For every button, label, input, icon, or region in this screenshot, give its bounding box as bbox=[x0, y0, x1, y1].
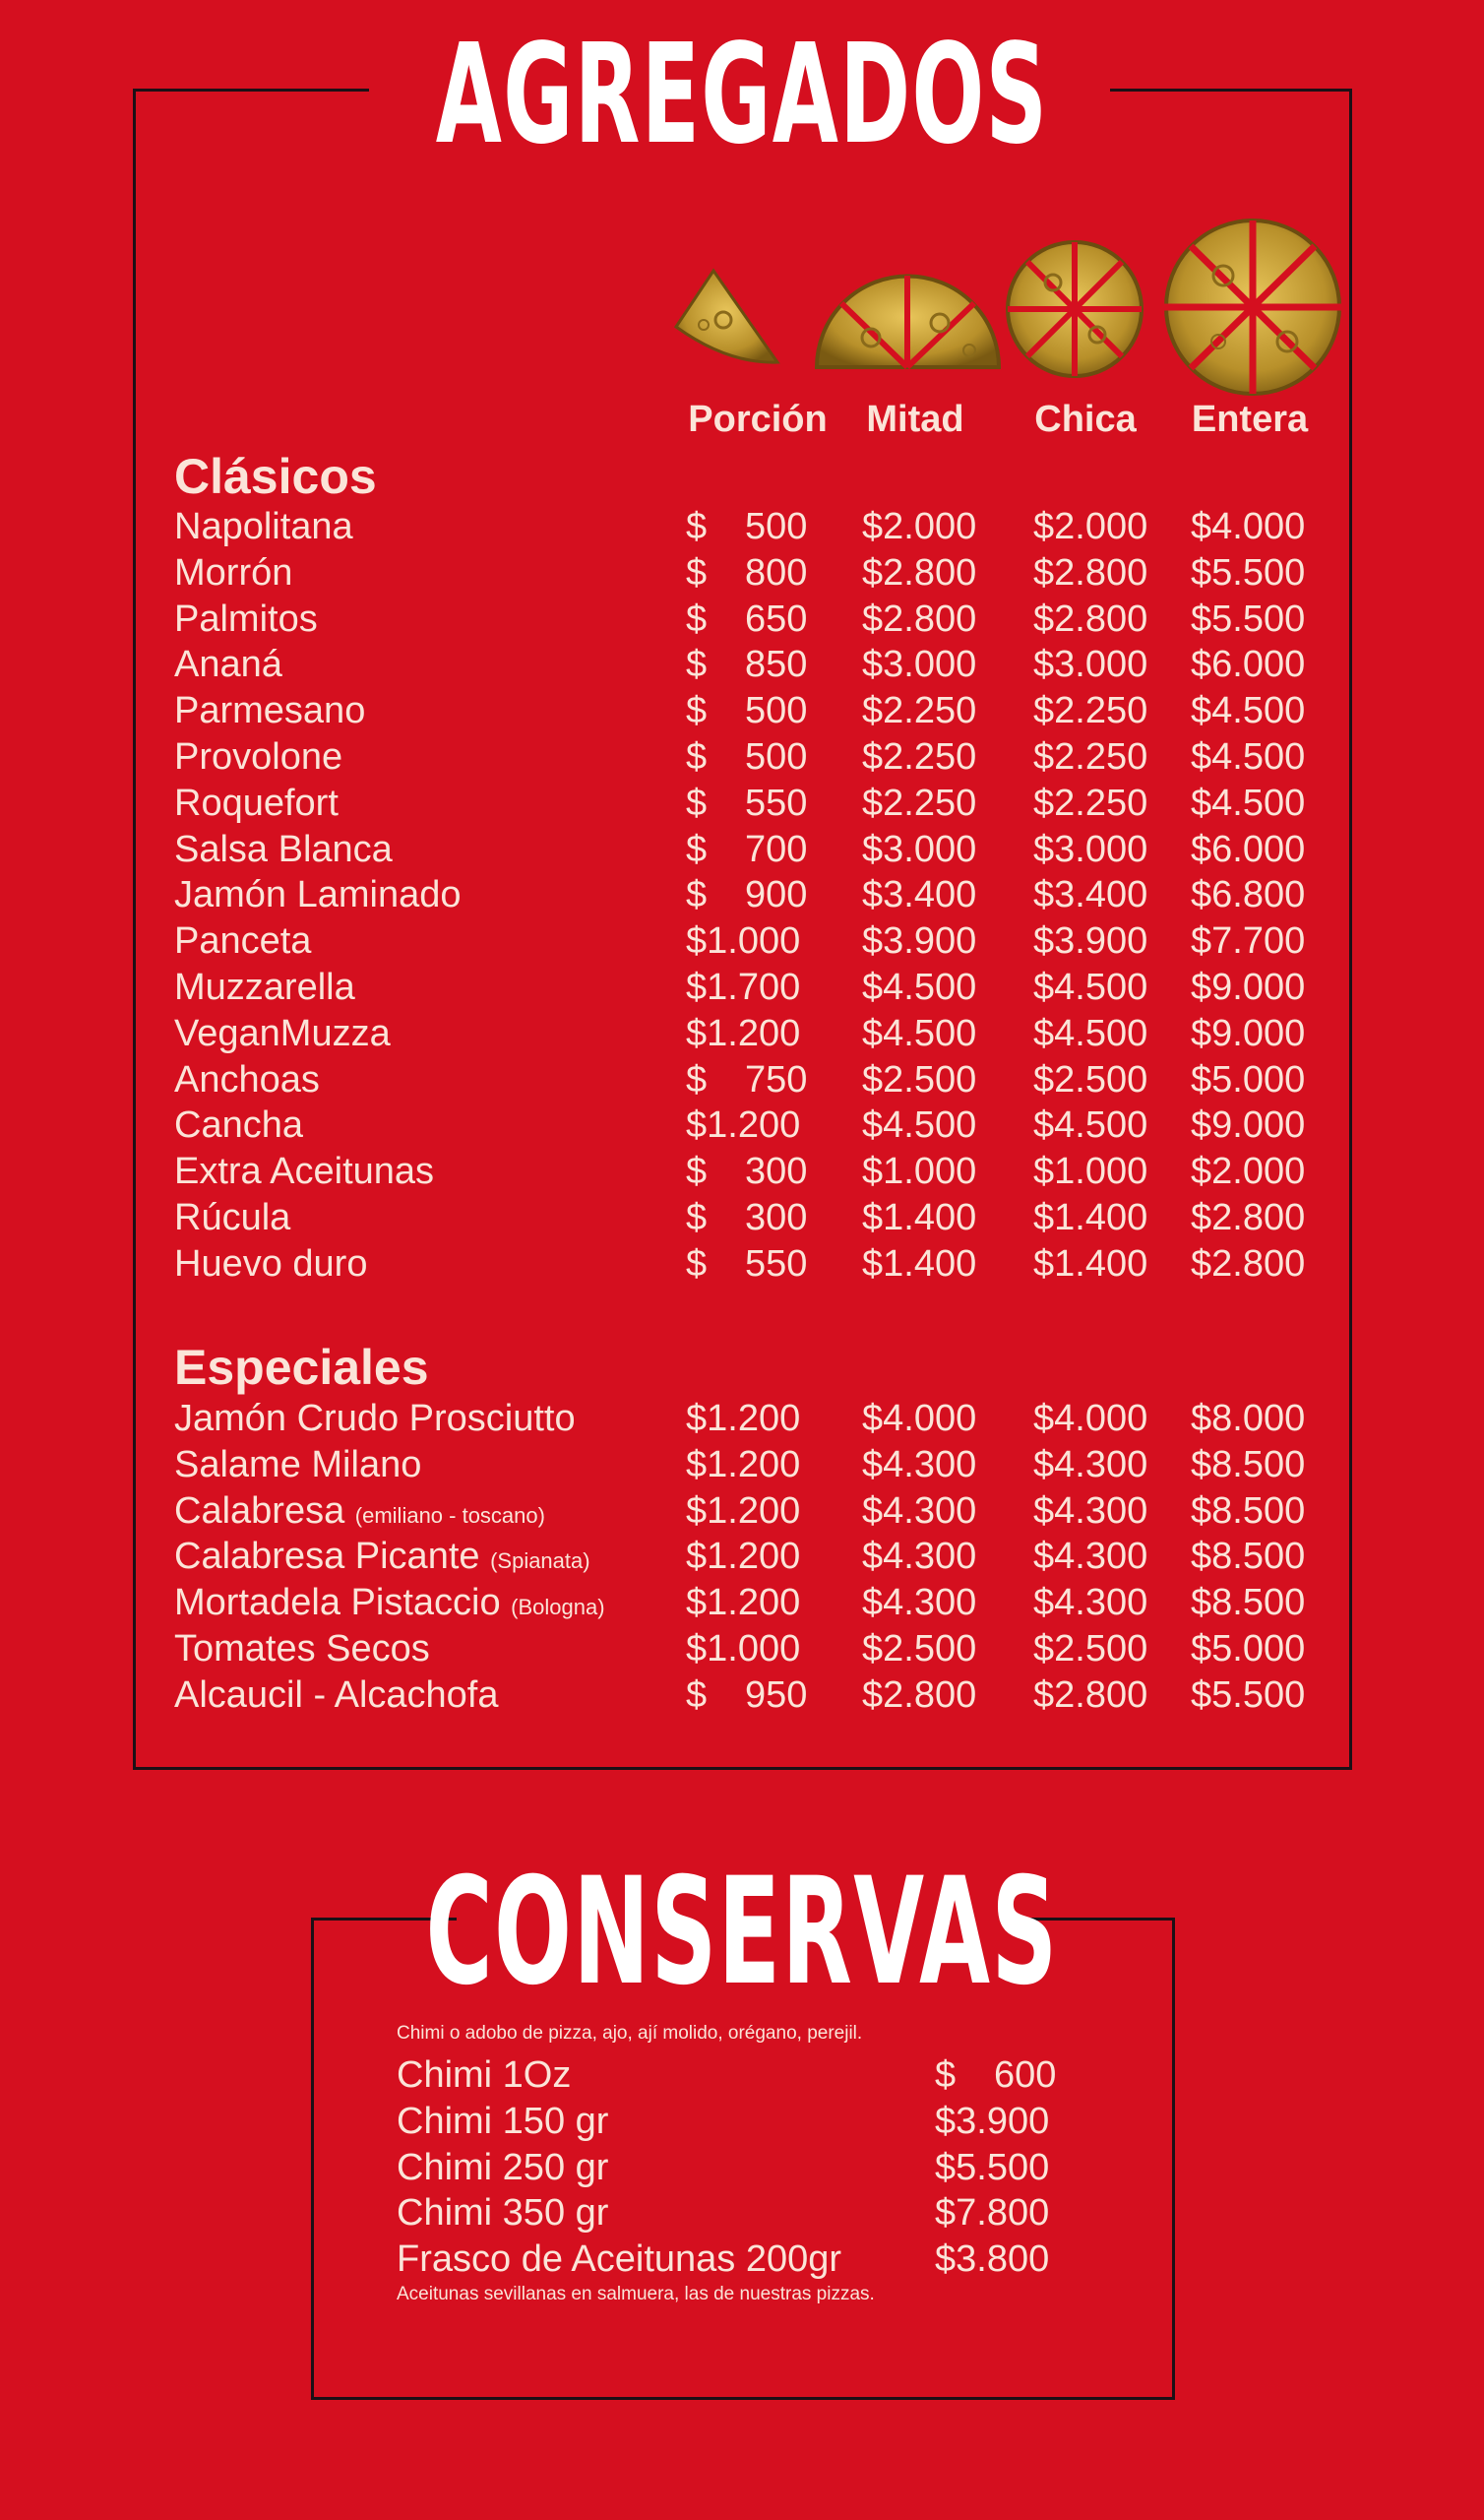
price-cell bbox=[686, 550, 806, 596]
item-note: (emiliano - toscano) bbox=[354, 1502, 545, 1528]
price-cell: $1.400 bbox=[1033, 1197, 1148, 1238]
price-amount: 900 bbox=[745, 874, 808, 916]
conservas-item-name: Frasco de Aceitunas 200gr bbox=[397, 2238, 842, 2281]
currency-symbol: $ bbox=[935, 2054, 957, 2096]
price-cell: $1.400 bbox=[1033, 1242, 1148, 1285]
price-cell: $4.300 bbox=[862, 1489, 977, 1532]
item-name bbox=[174, 827, 393, 872]
price-cell: $4.500 bbox=[862, 1012, 977, 1054]
price-cell: $4.500 bbox=[1033, 967, 1148, 1008]
item-name-text: Muzzarella bbox=[174, 967, 355, 1008]
item-note: (Spianata) bbox=[490, 1548, 590, 1574]
price-cell: $2.250 bbox=[862, 690, 977, 732]
price-cell: $3.900 bbox=[1033, 920, 1148, 963]
price-cell: $4.500 bbox=[862, 1104, 977, 1147]
price-cell: $3.000 bbox=[1033, 828, 1148, 870]
pizza-portion-icon bbox=[674, 266, 782, 369]
price-cell: $8.500 bbox=[1191, 1582, 1306, 1624]
price-cell: $4.500 bbox=[1191, 782, 1306, 824]
price-cell: $2.250 bbox=[1033, 782, 1148, 824]
menu-row bbox=[0, 1626, 1484, 1671]
price-cell: $3.400 bbox=[862, 874, 977, 916]
price-cell: $4.300 bbox=[1033, 1443, 1148, 1485]
price-cell: $4.500 bbox=[1191, 690, 1306, 732]
price-cell bbox=[686, 597, 806, 642]
currency-symbol: $ bbox=[686, 1197, 708, 1238]
section-title-especiales: Especiales bbox=[174, 1340, 429, 1395]
price-cell: $5.500 bbox=[1191, 551, 1306, 594]
item-name-text: Palmitos bbox=[174, 598, 318, 640]
price-amount: 500 bbox=[745, 690, 808, 732]
price-cell: $2.800 bbox=[1033, 598, 1148, 640]
conservas-title: CONSERVAS bbox=[425, 1847, 1059, 2018]
price-cell bbox=[686, 1149, 806, 1194]
price-cell: $2.800 bbox=[1191, 1197, 1306, 1238]
menu-row bbox=[0, 504, 1484, 549]
price-cell bbox=[686, 734, 806, 780]
price-cell: $6.000 bbox=[1191, 828, 1306, 870]
item-name bbox=[174, 1102, 303, 1148]
item-name bbox=[174, 597, 318, 642]
currency-symbol: $ bbox=[686, 1151, 708, 1193]
menu-row bbox=[0, 1195, 1484, 1240]
column-porcion: Porción bbox=[688, 399, 828, 440]
price-cell bbox=[686, 688, 806, 733]
price-cell: $4.300 bbox=[862, 1582, 977, 1624]
conservas-row bbox=[0, 2190, 1484, 2236]
agregados-frame-top-left bbox=[133, 89, 369, 92]
item-note: (Bologna) bbox=[511, 1595, 605, 1620]
item-name-text: Jamón Crudo Prosciutto bbox=[174, 1398, 576, 1439]
currency-symbol: $ bbox=[686, 828, 708, 870]
price-cell bbox=[686, 1057, 806, 1102]
menu-row bbox=[0, 872, 1484, 917]
price-cell: $1.000 bbox=[686, 1628, 801, 1670]
price-cell: $4.300 bbox=[1033, 1582, 1148, 1624]
item-name bbox=[174, 504, 353, 549]
price-cell: $1.200 bbox=[686, 1536, 801, 1578]
item-name-text: Tomates Secos bbox=[174, 1628, 430, 1670]
price-cell: $4.500 bbox=[1033, 1012, 1148, 1054]
item-name bbox=[174, 1534, 590, 1584]
menu-row bbox=[0, 734, 1484, 780]
price-amount: 800 bbox=[745, 551, 808, 594]
price-cell: $7.700 bbox=[1191, 920, 1306, 963]
price-cell: $9.000 bbox=[1191, 967, 1306, 1008]
item-name-text: Rúcula bbox=[174, 1197, 291, 1238]
item-name bbox=[174, 1241, 367, 1287]
price-cell: $2.800 bbox=[1033, 1673, 1148, 1716]
currency-symbol: $ bbox=[686, 644, 708, 686]
price-amount: 750 bbox=[745, 1058, 808, 1101]
price-cell bbox=[686, 827, 806, 872]
pizza-half-icon bbox=[812, 264, 1004, 372]
conservas-row bbox=[0, 2236, 1484, 2282]
price-cell: $2.250 bbox=[1033, 736, 1148, 778]
price-cell: $3.000 bbox=[862, 644, 977, 686]
menu-row bbox=[0, 1057, 1484, 1102]
price-cell: $1.200 bbox=[686, 1012, 801, 1054]
price-cell: $2.250 bbox=[862, 736, 977, 778]
item-name-text: Extra Aceitunas bbox=[174, 1151, 435, 1193]
price-cell: $1.000 bbox=[1033, 1151, 1148, 1193]
price-cell: $2.800 bbox=[1033, 551, 1148, 594]
currency-symbol: $ bbox=[686, 782, 708, 824]
conservas-row bbox=[0, 2099, 1484, 2144]
price-cell: $9.000 bbox=[1191, 1012, 1306, 1054]
price-cell: $6.800 bbox=[1191, 874, 1306, 916]
conservas-row bbox=[0, 2145, 1484, 2190]
item-name bbox=[174, 688, 365, 733]
price-cell: $4.300 bbox=[862, 1443, 977, 1485]
price-cell: $8.000 bbox=[1191, 1398, 1306, 1439]
menu-row bbox=[0, 688, 1484, 733]
price-cell: $4.000 bbox=[1033, 1398, 1148, 1439]
item-name bbox=[174, 1488, 545, 1539]
price-amount: 950 bbox=[745, 1673, 808, 1716]
pizza-whole-icon bbox=[1159, 219, 1346, 396]
conservas-top-note: Chimi o adobo de pizza, ajo, ají molido, orégano, perejil. bbox=[397, 2023, 863, 2044]
price-amount: 650 bbox=[745, 598, 808, 640]
price-cell: $1.200 bbox=[686, 1398, 801, 1439]
price-cell: $1.200 bbox=[686, 1489, 801, 1532]
price-cell: $3.000 bbox=[862, 828, 977, 870]
menu-row bbox=[0, 1241, 1484, 1287]
item-name bbox=[174, 1626, 430, 1671]
price-cell: $2.500 bbox=[862, 1058, 977, 1101]
item-name-text: Alcaucil - Alcachofa bbox=[174, 1673, 499, 1716]
menu-row bbox=[0, 918, 1484, 964]
item-name bbox=[174, 1057, 320, 1102]
currency-symbol: $ bbox=[686, 736, 708, 778]
item-name bbox=[174, 1149, 434, 1194]
pizza-small-icon bbox=[1004, 238, 1146, 381]
price-cell: $5.500 bbox=[1191, 1673, 1306, 1716]
price-cell: $5.000 bbox=[1191, 1058, 1306, 1101]
price-cell bbox=[686, 1195, 806, 1240]
price-cell: $1.400 bbox=[862, 1197, 977, 1238]
conservas-item-price: $5.500 bbox=[935, 2146, 1050, 2188]
item-name bbox=[174, 734, 342, 780]
price-cell: $2.500 bbox=[862, 1628, 977, 1670]
price-cell: $8.500 bbox=[1191, 1536, 1306, 1578]
price-cell: $2.800 bbox=[862, 598, 977, 640]
currency-symbol: $ bbox=[686, 1058, 708, 1101]
conservas-item-name: Chimi 250 gr bbox=[397, 2146, 609, 2188]
menu-row bbox=[0, 1534, 1484, 1579]
price-cell: $1.200 bbox=[686, 1582, 801, 1624]
price-cell: $1.400 bbox=[862, 1242, 977, 1285]
item-name bbox=[174, 1195, 290, 1240]
price-cell: $4.500 bbox=[1033, 1104, 1148, 1147]
price-cell: $6.000 bbox=[1191, 644, 1306, 686]
menu-row bbox=[0, 597, 1484, 642]
currency-symbol: $ bbox=[686, 1673, 708, 1716]
price-amount: 300 bbox=[745, 1151, 808, 1193]
price-cell: $1.700 bbox=[686, 967, 801, 1008]
price-cell: $4.300 bbox=[1033, 1489, 1148, 1532]
currency-symbol: $ bbox=[686, 506, 708, 547]
price-cell: $1.000 bbox=[862, 1151, 977, 1193]
price-cell bbox=[686, 1241, 806, 1287]
price-cell: $2.250 bbox=[1033, 690, 1148, 732]
item-name-text: Salsa Blanca bbox=[174, 828, 393, 870]
price-cell bbox=[686, 872, 806, 917]
item-name bbox=[174, 1580, 605, 1630]
price-cell: $4.300 bbox=[862, 1536, 977, 1578]
price-amount: 700 bbox=[745, 828, 808, 870]
price-cell: $3.900 bbox=[862, 920, 977, 963]
item-name-text: Anchoas bbox=[174, 1058, 320, 1101]
item-name bbox=[174, 1011, 391, 1056]
menu-row bbox=[0, 1396, 1484, 1441]
price-cell bbox=[686, 1672, 806, 1718]
menu-row bbox=[0, 550, 1484, 596]
conservas-row bbox=[0, 2052, 1484, 2098]
currency-symbol: $ bbox=[686, 1242, 708, 1285]
column-mitad: Mitad bbox=[866, 399, 964, 440]
price-cell: $1.200 bbox=[686, 1443, 801, 1485]
item-name bbox=[174, 781, 339, 826]
price-cell: $8.500 bbox=[1191, 1489, 1306, 1532]
price-amount: 500 bbox=[745, 506, 808, 547]
menu-row bbox=[0, 1011, 1484, 1056]
item-name bbox=[174, 872, 462, 917]
price-cell bbox=[686, 781, 806, 826]
price-cell: $1.000 bbox=[686, 920, 801, 963]
item-name-text: Jamón Laminado bbox=[174, 874, 462, 916]
price-cell: $2.800 bbox=[1191, 1242, 1306, 1285]
price-cell: $2.000 bbox=[1033, 506, 1148, 547]
price-amount: 550 bbox=[745, 782, 808, 824]
price-amount: 500 bbox=[745, 736, 808, 778]
price-amount: 300 bbox=[745, 1197, 808, 1238]
item-name-text: Ananá bbox=[174, 644, 282, 686]
menu-row bbox=[0, 1672, 1484, 1718]
price-cell: $2.800 bbox=[862, 1673, 977, 1716]
item-name-text: Morrón bbox=[174, 551, 293, 594]
item-name bbox=[174, 1672, 499, 1718]
price-cell: $4.300 bbox=[1033, 1536, 1148, 1578]
item-name-text: Mortadela Pistaccio bbox=[174, 1582, 501, 1624]
price-cell: $5.500 bbox=[1191, 598, 1306, 640]
conservas-item-name: Chimi 350 gr bbox=[397, 2192, 609, 2235]
column-chica: Chica bbox=[1034, 399, 1137, 440]
currency-symbol: $ bbox=[686, 690, 708, 732]
item-name-text: Cancha bbox=[174, 1104, 303, 1147]
menu-row bbox=[0, 781, 1484, 826]
item-name-text: Calabresa bbox=[174, 1489, 345, 1532]
item-name-text: Provolone bbox=[174, 736, 343, 778]
item-name bbox=[174, 642, 282, 687]
menu-row bbox=[0, 1580, 1484, 1625]
item-name bbox=[174, 965, 355, 1010]
price-cell: $3.400 bbox=[1033, 874, 1148, 916]
price-amount: 600 bbox=[994, 2054, 1057, 2096]
agregados-frame-top-right bbox=[1110, 89, 1349, 92]
menu-row bbox=[0, 642, 1484, 687]
column-entera: Entera bbox=[1191, 399, 1309, 440]
item-name bbox=[174, 550, 292, 596]
agregados-title: AGREGADOS bbox=[435, 15, 1049, 175]
price-cell: $5.000 bbox=[1191, 1628, 1306, 1670]
price-cell: $4.500 bbox=[1191, 736, 1306, 778]
conservas-item-price: $7.800 bbox=[935, 2192, 1050, 2235]
price-cell: $4.000 bbox=[862, 1398, 977, 1439]
price-cell: $2.000 bbox=[862, 506, 977, 547]
price-amount: 850 bbox=[745, 644, 808, 686]
price-cell: $2.000 bbox=[1191, 1151, 1306, 1193]
price-cell: $2.800 bbox=[862, 551, 977, 594]
price-cell: $4.000 bbox=[1191, 506, 1306, 547]
item-name-text: Calabresa Picante bbox=[174, 1536, 480, 1578]
item-name bbox=[174, 1442, 421, 1487]
price-cell: $4.500 bbox=[862, 967, 977, 1008]
item-name-text: Salame Milano bbox=[174, 1443, 422, 1485]
item-name-text: Roquefort bbox=[174, 782, 339, 824]
item-name-text: Huevo duro bbox=[174, 1242, 368, 1285]
item-name bbox=[174, 918, 311, 964]
conservas-bottom-note: Aceitunas sevillanas en salmuera, las de nuestras pizzas. bbox=[397, 2284, 875, 2304]
item-name-text: Panceta bbox=[174, 920, 312, 963]
conservas-item-price bbox=[935, 2052, 1055, 2098]
conservas-item-price: $3.800 bbox=[935, 2238, 1050, 2281]
price-cell: $9.000 bbox=[1191, 1104, 1306, 1147]
price-amount: 550 bbox=[745, 1242, 808, 1285]
item-name-text: Parmesano bbox=[174, 690, 366, 732]
price-cell: $1.200 bbox=[686, 1104, 801, 1147]
price-cell: $2.250 bbox=[862, 782, 977, 824]
price-cell: $2.500 bbox=[1033, 1628, 1148, 1670]
currency-symbol: $ bbox=[686, 551, 708, 594]
item-name-text: VeganMuzza bbox=[174, 1012, 391, 1054]
menu-row bbox=[0, 1442, 1484, 1487]
menu-row bbox=[0, 1488, 1484, 1534]
price-cell bbox=[686, 642, 806, 687]
conservas-item-name: Chimi 150 gr bbox=[397, 2100, 609, 2142]
section-title-clasicos: Clásicos bbox=[174, 449, 377, 504]
price-cell: $2.500 bbox=[1033, 1058, 1148, 1101]
currency-symbol: $ bbox=[686, 874, 708, 916]
menu-row bbox=[0, 827, 1484, 872]
price-cell: $3.000 bbox=[1033, 644, 1148, 686]
price-cell: $8.500 bbox=[1191, 1443, 1306, 1485]
price-cell bbox=[686, 504, 806, 549]
item-name-text: Napolitana bbox=[174, 506, 353, 547]
item-name bbox=[174, 1396, 576, 1441]
currency-symbol: $ bbox=[686, 598, 708, 640]
menu-row bbox=[0, 1102, 1484, 1148]
menu-row bbox=[0, 965, 1484, 1010]
menu-row bbox=[0, 1149, 1484, 1194]
conservas-item-name: Chimi 1Oz bbox=[397, 2054, 572, 2096]
conservas-item-price: $3.900 bbox=[935, 2100, 1050, 2142]
